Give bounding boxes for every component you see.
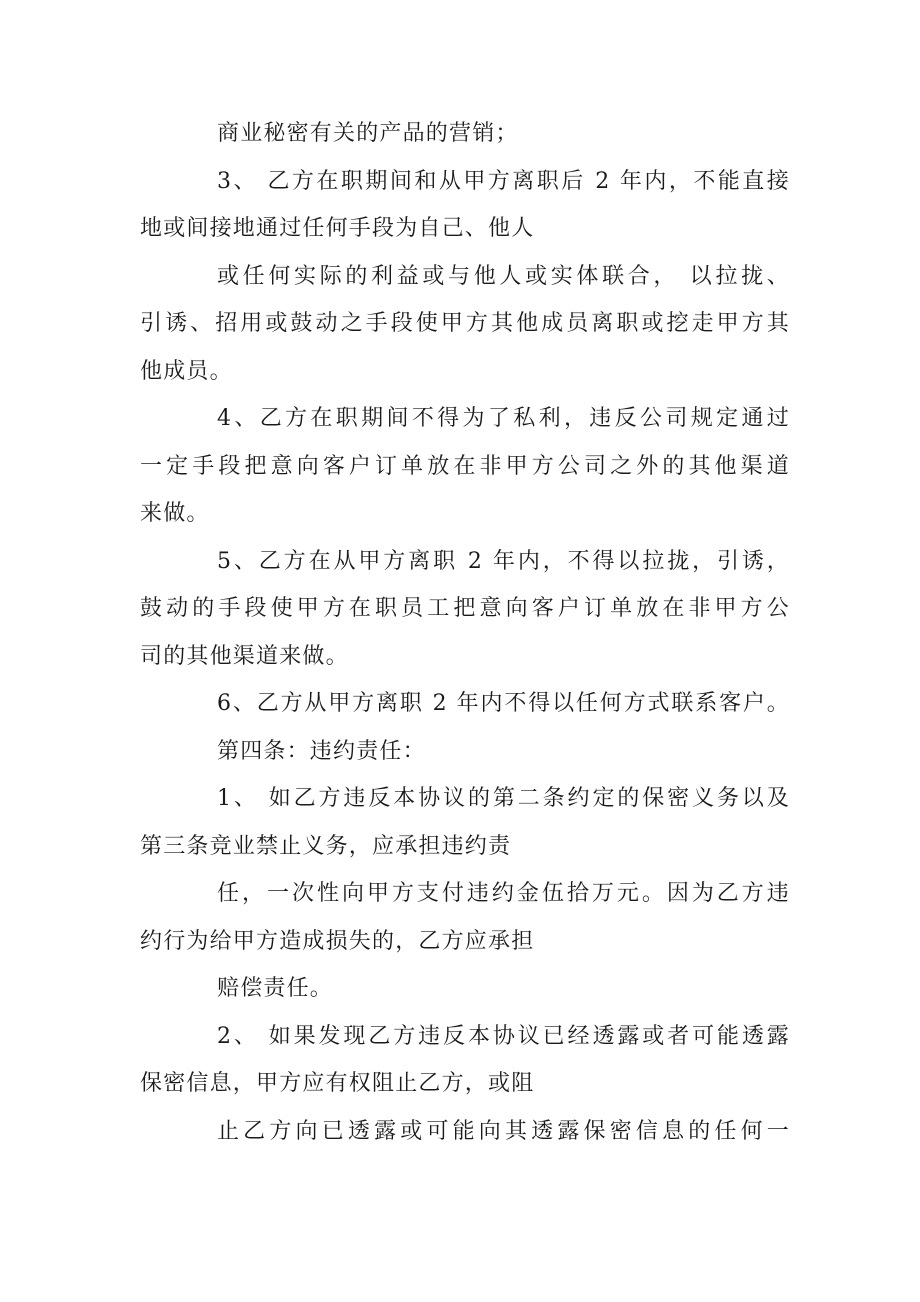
document-line: 止乙方向已透露或可能向其透露保密信息的任何一 (217, 1118, 790, 1144)
document-body (140, 110, 790, 1155)
document-line: 引诱、招用或鼓动之手段使甲方其他成员离职或挖走甲方其 (140, 311, 790, 336)
document-line: 保密信息，甲方应有权阻止乙方，或阻 (140, 1071, 535, 1096)
document-line: 任，一次性向甲方支付违约金伍拾万元。因为乙方违 (217, 881, 790, 906)
document-line: 司的其他渠道来做。 (140, 643, 349, 669)
document-line: 商业秘密有关的产品的营销； (217, 121, 519, 146)
document-line: 3、 乙方在职期间和从甲方离职后 2 年内，不能直接 (217, 168, 790, 194)
document-line: 第三条竞业禁止义务，应承担违约责 (140, 833, 512, 859)
document-line: 2、 如果发现乙方违反本协议已经透露或者可能透露 (217, 1023, 790, 1049)
document-line: 5、乙方在从甲方离职 2 年内，不得以拉拢，引诱， (217, 548, 790, 574)
document-line: 6、乙方从甲方离职 2 年内不得以任何方式联系客户。 (217, 691, 790, 716)
document-line: 来做。 (140, 501, 210, 526)
document-line: 或任何实际的利益或与他人或实体联合， 以拉拢、 (217, 263, 790, 289)
document-line: 地或间接地通过任何手段为自己、他人 (140, 216, 535, 241)
document-line: 他成员。 (140, 358, 233, 384)
document-line: 4、乙方在职期间不得为了私利，违反公司规定通过 (217, 406, 790, 431)
document-line: 1、 如乙方违反本协议的第二条约定的保密义务以及 (217, 786, 790, 811)
document-line: 约行为给甲方造成损失的，乙方应承担 (140, 928, 535, 954)
document-line: 鼓动的手段使甲方在职员工把意向客户订单放在非甲方公 (140, 596, 790, 621)
document-line: 一定手段把意向客户订单放在非甲方公司之外的其他渠道 (140, 453, 790, 479)
document-line: 赔偿责任。 (217, 976, 334, 1001)
document-line: 第四条：违约责任： (217, 738, 426, 764)
